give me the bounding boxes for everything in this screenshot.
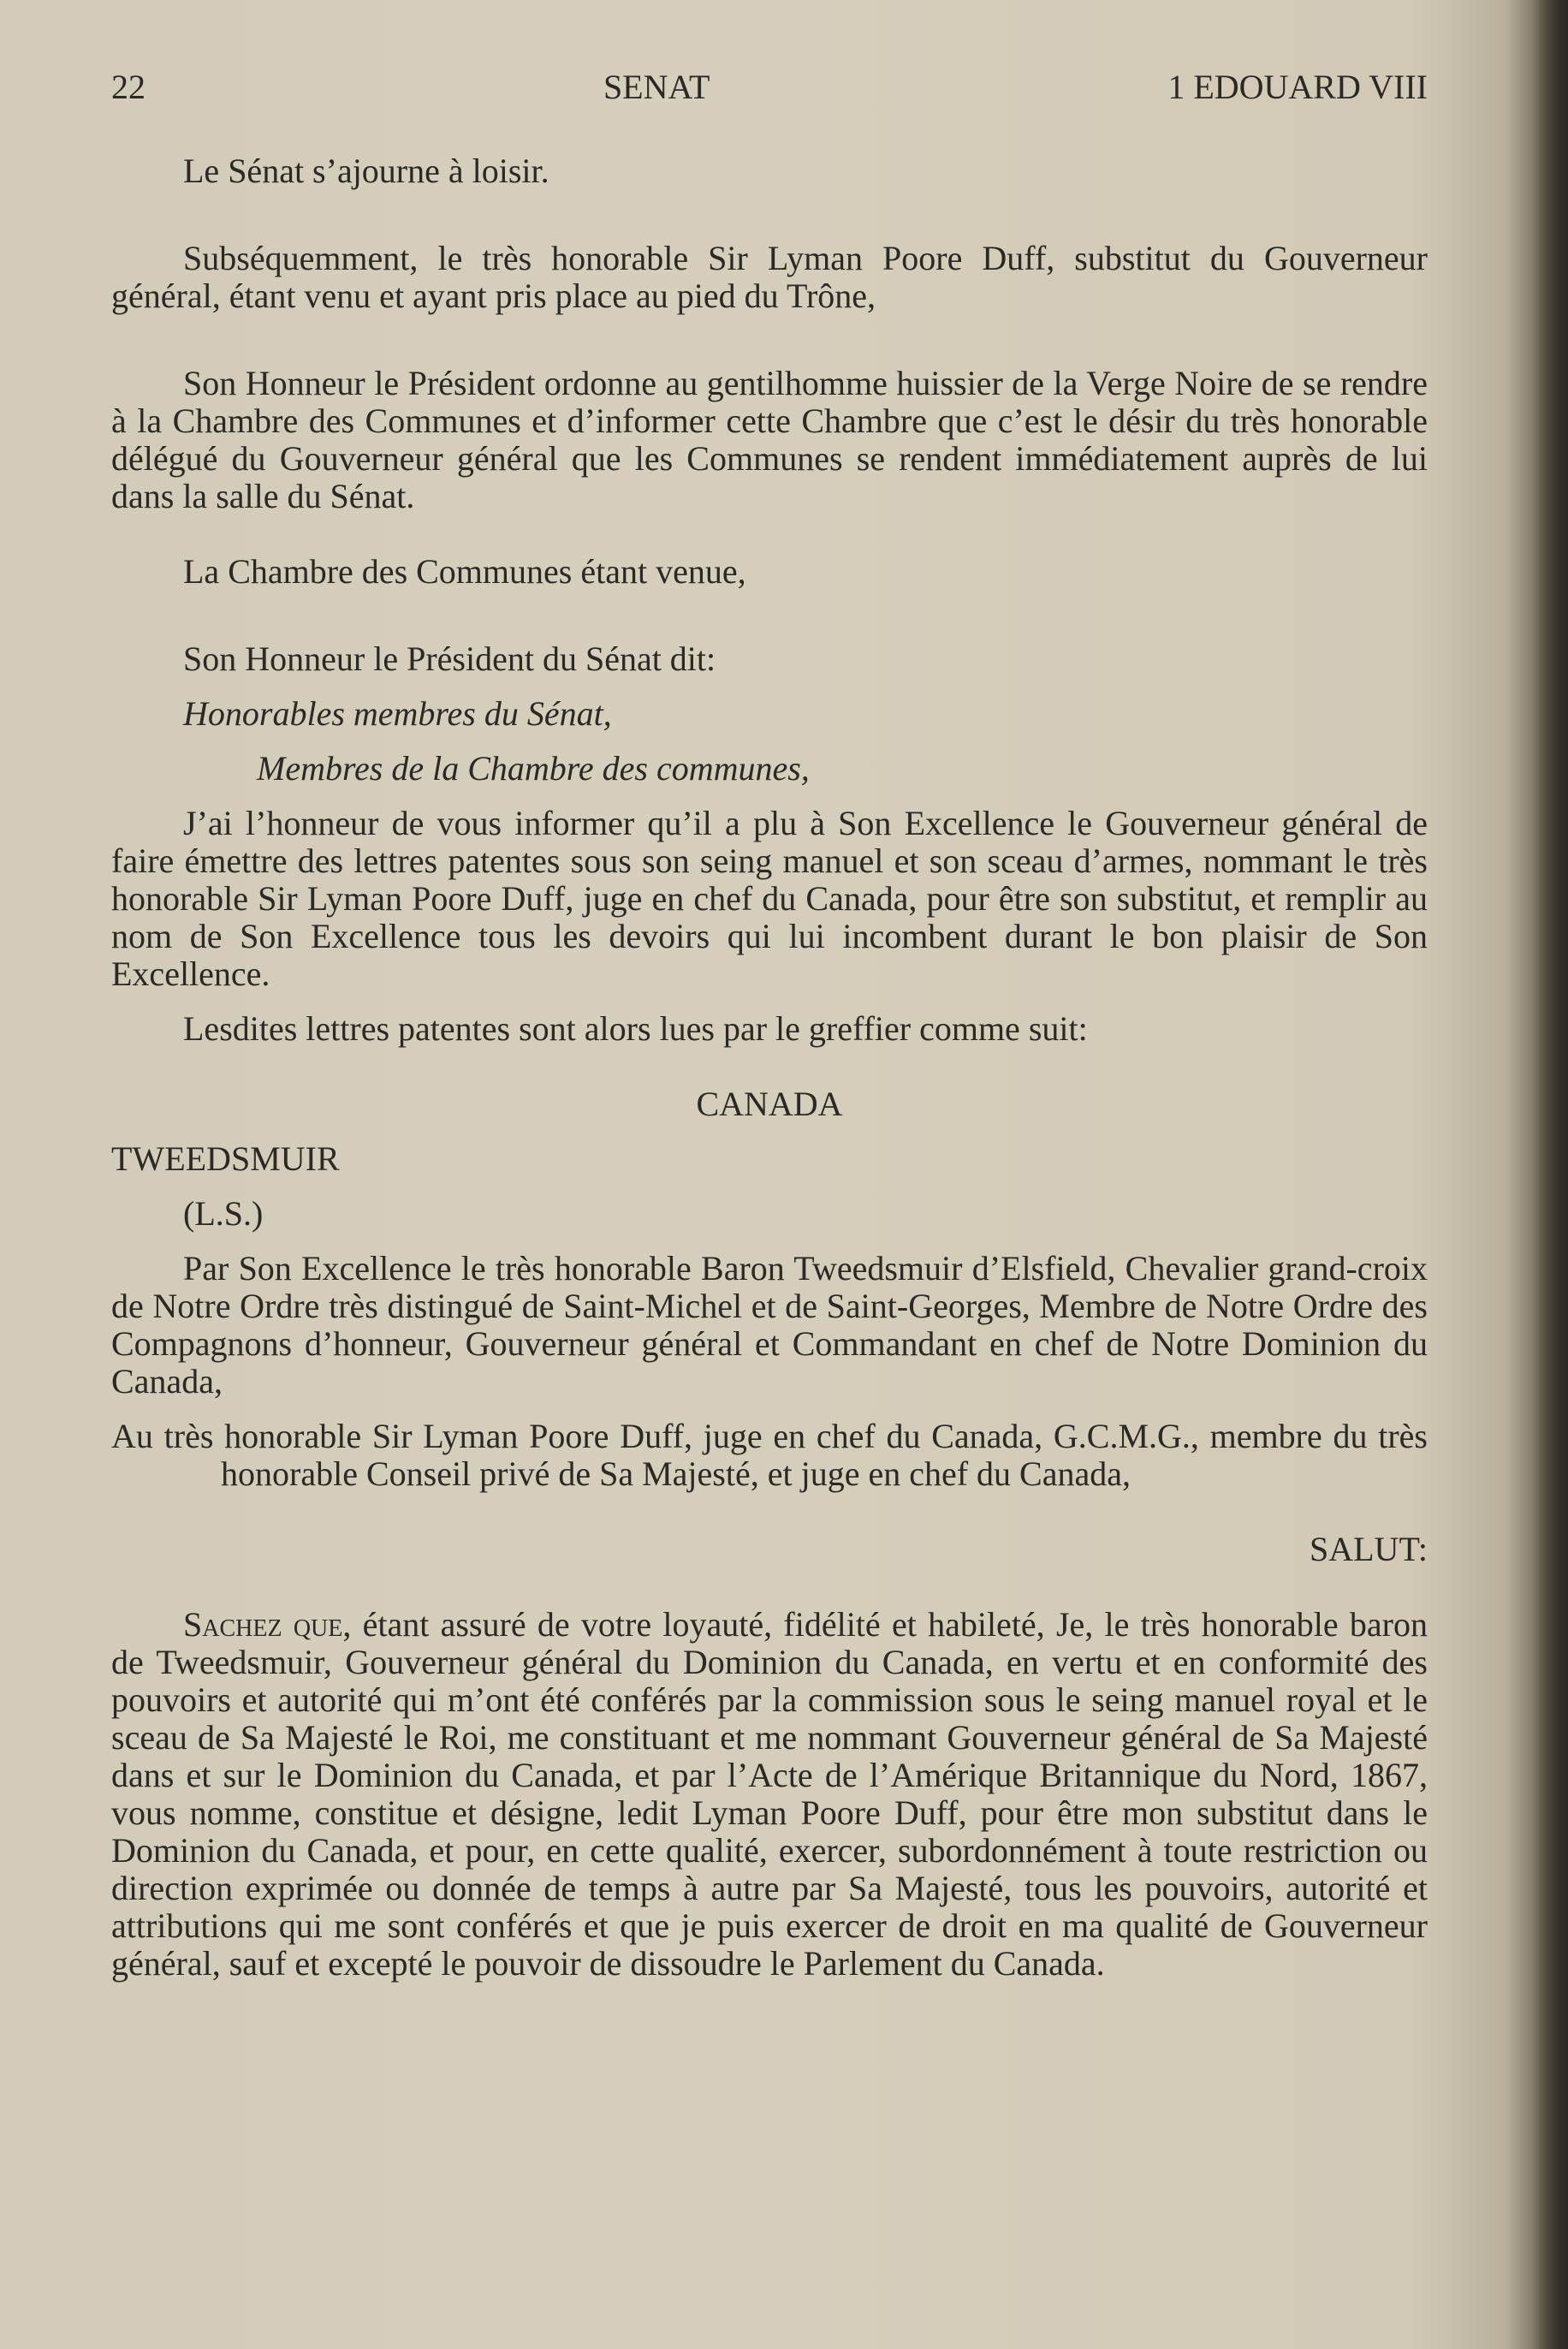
- salut: SALUT:: [1309, 1530, 1428, 1568]
- paragraph-usher: Son Honneur le Président ordonne au gentilhomme huissier de la Verge Noire de se rendre à la Chambre des Communes et d’informer cette Chambre que c’est le désir du très honorable délégué du Gouverneur général que les Communes se rendent immédiatement auprès de lui dans la salle du Sénat.: [111, 364, 1428, 515]
- page-text: [111, 68, 1428, 1983]
- running-right: 1 EDOUARD VIII: [1167, 68, 1428, 106]
- heading-canada: CANADA: [696, 1085, 843, 1123]
- paragraph-by-excellency: Par Son Excellence le très honorable Baron Tweedsmuir d’Elsfield, Chevalier grand-croix de Notre Ordre très distingué de Saint-Michel et de Saint-Georges, Membre de Notre Ordre des Compagnons d’honneur, Gouverneur général et Commandant en chef de Notre Dominion du Canada,: [111, 1249, 1428, 1400]
- paragraph-deputy-arrives: Subséquemment, le très honorable Sir Lyman Poore Duff, substitut du Gouverneur général, étant venu et ayant pris place au pied du Trône,: [111, 239, 1428, 315]
- binding-shadow: [1532, 0, 1568, 2349]
- paragraph-speaker-says: Son Honneur le Président du Sénat dit:: [183, 639, 716, 678]
- paragraph-adjourn: Le Sénat s’ajourne à loisir.: [183, 152, 549, 190]
- salutation-commons: Membres de la Chambre des communes,: [257, 749, 810, 788]
- paragraph-know-ye: [111, 1606, 1428, 1983]
- salutation-senate: Honorables membres du Sénat,: [183, 694, 612, 733]
- paragraph-commons-arrived: La Chambre des Communes étant venue,: [183, 552, 746, 591]
- paragraph-addressee: Au très honorable Sir Lyman Poore Duff, juge en chef du Canada, G.C.M.G., membre du très honorable Conseil privé de Sa Majesté, et juge en chef du Canada,: [111, 1417, 1428, 1493]
- paragraph-letters-read: Lesdites lettres patentes sont alors lues par le greffier comme suit:: [183, 1009, 1088, 1048]
- signature-tweedsmuir: TWEEDSMUIR: [111, 1139, 340, 1178]
- lead-in-small-caps: Sachez que,: [183, 1605, 352, 1644]
- running-header: [111, 68, 1428, 106]
- paragraph-honour-inform: J’ai l’honneur de vous informer qu’il a plu à Son Excellence le Gouverneur général de faire émettre des lettres patentes sous son seing manuel et son sceau d’armes, nommant le très honorable Sir Lyman Poore Duff, juge en chef du Canada, pour être son substitut, et remplir au nom de Son Excellence tous les devoirs qui lui incombent durant le bon plaisir de Son Excellence.: [111, 804, 1428, 993]
- paragraph-know-ye-body: étant assuré de votre loyauté, fidélité et habileté, Je, le très honorable baron de Tweedsmuir, Gouverneur général du Dominion du Canada, en vertu et en conformité des pouvoirs et autorité qui m’ont été conférés par la commission sous le seing manuel royal et le sceau de Sa Majesté le Roi, me constituant et me nommant Gouverneur général de Sa Majesté dans et sur le Dominion du Canada, et par l’Acte de l’Amérique Britannique du Nord, 1867, vous nomme, constitue et désigne, ledit Lyman Poore Duff, pour être mon substitut dans le Dominion du Canada, et pour, en cette qualité, exercer, subordonnément à toute restriction ou direction exprimée ou donnée de temps à autre par Sa Majesté, tous les pouvoirs, autorité et attributions qui me sont conférés et que je puis exercer de droit en ma qualité de Gouverneur général, sauf et excepté le pouvoir de dissoudre le Parlement du Canada.: [111, 1605, 1428, 1983]
- page-number: 22: [111, 68, 146, 106]
- seal-mark: (L.S.): [183, 1194, 264, 1233]
- running-title: SENAT: [603, 68, 710, 106]
